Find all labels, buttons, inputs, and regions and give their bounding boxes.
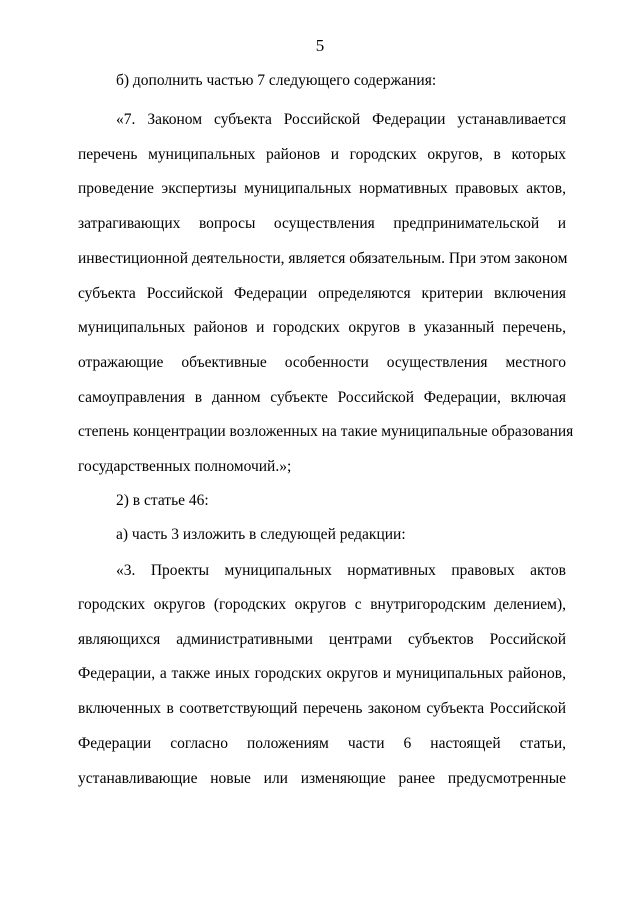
text-line: устанавливающие новые или изменяющие ранее предусмотренные <box>78 770 566 787</box>
text-line: а) часть 3 изложить в следующей редакции: <box>116 526 406 543</box>
text-line: б) дополнить частью 7 следующего содержания: <box>116 72 437 89</box>
text-line: субъекта Российской Федерации определяются критерии включения <box>78 285 566 302</box>
text-line: отражающие объективные особенности осуществления местного <box>78 354 566 371</box>
text-line: перечень муниципальных районов и городских округов, в которых <box>78 146 566 163</box>
text-line: затрагивающих вопросы осуществления предпринимательской и <box>78 215 566 232</box>
text-line: городских округов (городских округов с внутригородским делением), <box>78 596 566 613</box>
text-line: степень концентрации возложенных на такие муниципальные образования <box>78 423 574 440</box>
text-line: муниципальных районов и городских округов в указанный перечень, <box>78 319 566 336</box>
text-line: включенных в соответствующий перечень законом субъекта Российской <box>78 700 566 717</box>
text-line: государственных полномочий.»; <box>78 458 292 475</box>
text-line: проведение экспертизы муниципальных нормативных правовых актов, <box>78 180 566 197</box>
text-line: Федерации согласно положениям части 6 настоящей статьи, <box>78 735 566 752</box>
text-line: инвестиционной деятельности, является обязательным. При этом законом <box>78 250 568 267</box>
text-line: являющихся административными центрами субъектов Российской <box>78 631 566 648</box>
text-line: «3. Проекты муниципальных нормативных правовых актов <box>116 562 566 579</box>
text-line: Федерации, а также иных городских округов и муниципальных районов, <box>78 665 566 682</box>
text-line: самоуправления в данном субъекте Российской Федерации, включая <box>78 389 566 406</box>
text-line: 2) в статье 46: <box>116 492 209 509</box>
page-number: 5 <box>315 36 325 55</box>
text-line: «7. Законом субъекта Российской Федерации устанавливается <box>116 111 566 128</box>
